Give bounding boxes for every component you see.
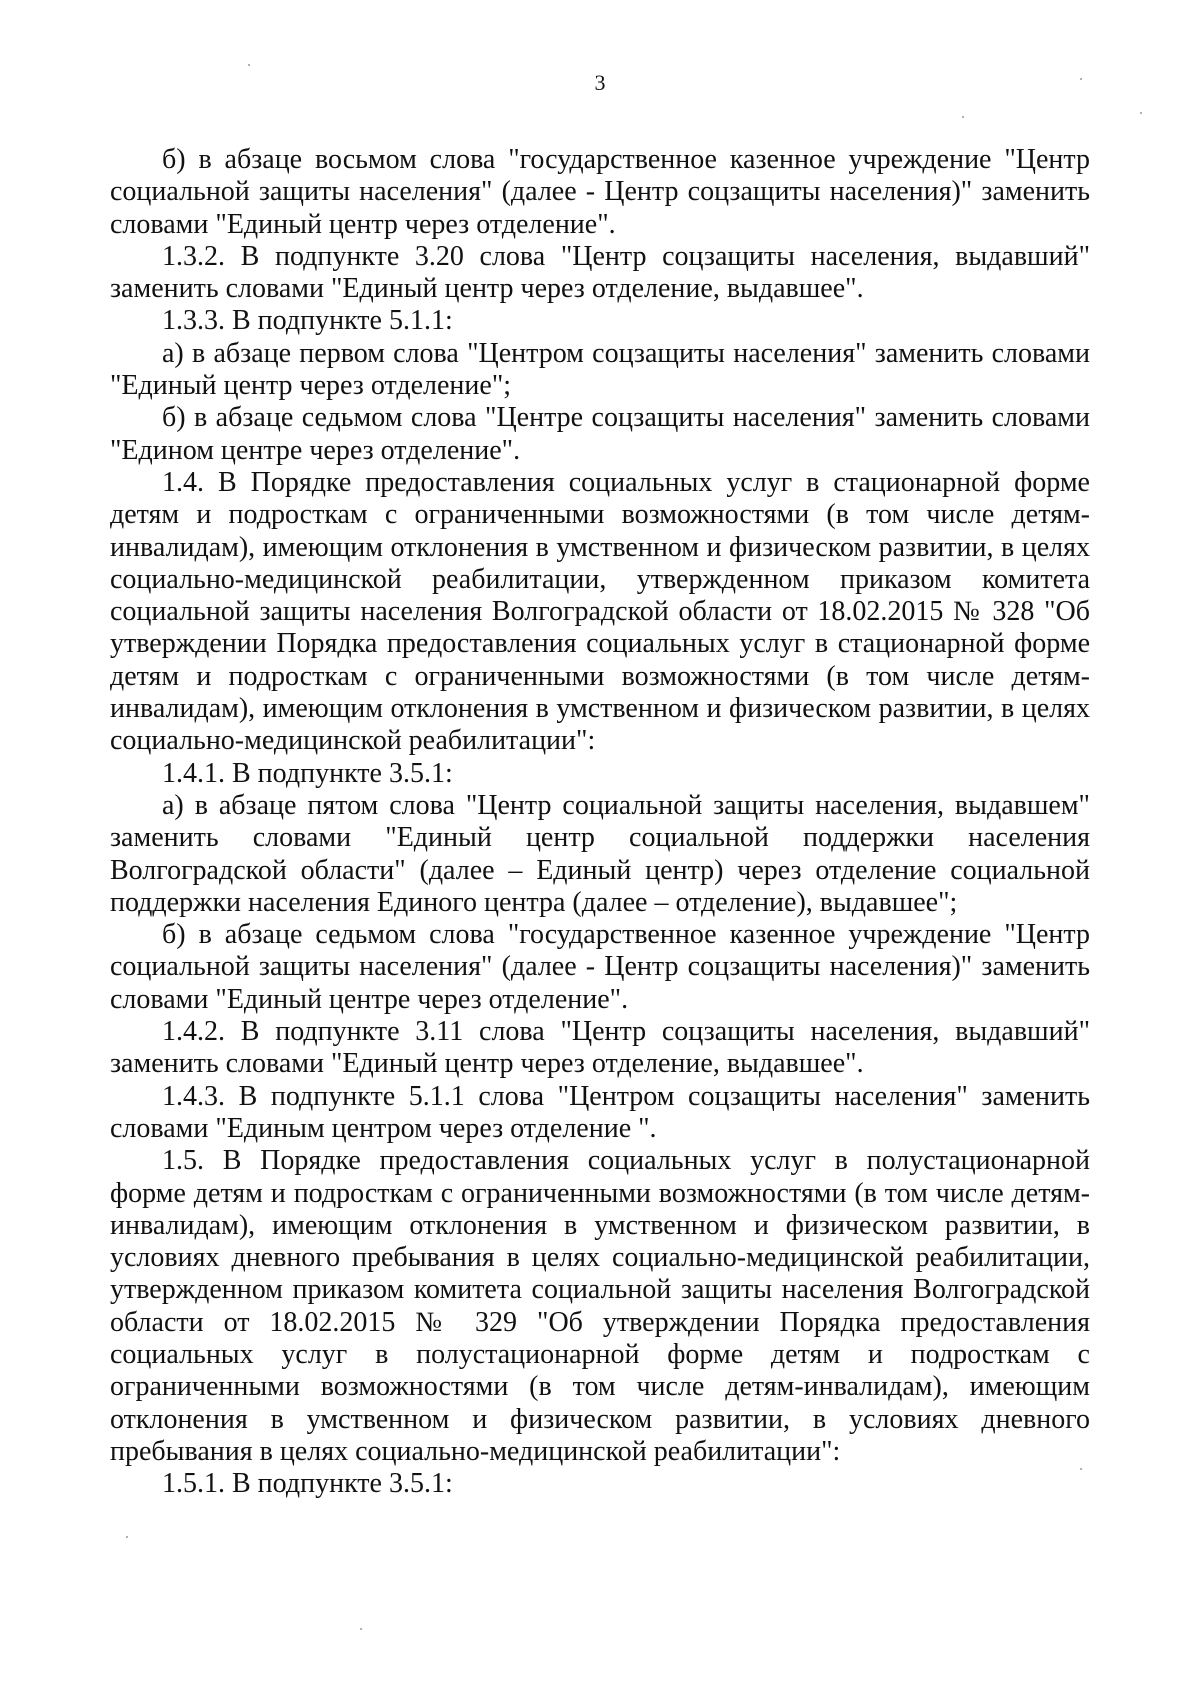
scan-speck	[126, 1536, 128, 1538]
paragraph-1-3-1-b: б) в абзаце восьмом слова "государственное казенное учреждение "Центр социальной защиты населения" (далее - Центр соцзащиты населения)" заменить словами "Единый центр через отделение".	[110, 144, 1090, 240]
scan-speck	[1140, 112, 1142, 114]
scan-speck	[962, 116, 964, 118]
document-body	[110, 144, 1090, 1500]
paragraph-1-4-1-a: а) в абзаце пятом слова "Центр социальной защиты населения, выдавшем" заменить словами "Единый центр социальной поддержки населения Волгоградской области" (далее – Единый центр) через отделение социальной поддержки населения Единого центра (далее – отделение), выдавшее";	[110, 789, 1090, 918]
scan-speck	[1080, 78, 1082, 80]
paragraph-1-3-3: 1.3.3. В подпункте 5.1.1:	[162, 305, 453, 337]
paragraph-1-4-2: 1.4.2. В подпункте 3.11 слова "Центр соцзащиты населения, выдавший" заменить словами "Единый центр через отделение, выдавшее".	[110, 1016, 1090, 1080]
page-number: 3	[594, 70, 606, 95]
paragraph-1-5: 1.5. В Порядке предоставления социальных услуг в полустационарной форме детям и подросткам с ограниченными возможностями (в том числе детям-инвалидам), имеющим отклонения в умственном и физическом развитии, в условиях дневного пребывания в целях социально-медицинской реабилитации, утвержденном приказом комитета социальной защиты населения Волгоградской области от 18.02.2015 № 329 "Об утверждении Порядка предоставления социальных услуг в полустационарной форме детям и подросткам с ограниченными возможностями (в том числе детям-инвалидам), имеющим отклонения в умственном и физическом развитии, в условиях дневного пребывания в целях социально-медицинской реабилитации":	[110, 1145, 1090, 1467]
scan-speck	[360, 1628, 362, 1630]
scan-speck	[248, 64, 250, 66]
paragraph-1-4-3: 1.4.3. В подпункте 5.1.1 слова "Центром соцзащиты населения" заменить словами "Единым центром через отделение ".	[110, 1080, 1090, 1144]
paragraph-1-3-3-a: а) в абзаце первом слова "Центром соцзащиты населения" заменить словами "Единый центр через отделение";	[110, 337, 1090, 402]
paragraph-1-5-1: 1.5.1. В подпункте 3.5.1:	[162, 1468, 453, 1500]
paragraph-1-4: 1.4. В Порядке предоставления социальных услуг в стационарной форме детям и подросткам с ограниченными возможностями (в том числе детям-инвалидам), имеющим отклонения в умственном и физическом развитии, в целях социально-медицинской реабилитации, утвержденном приказом комитета социальной защиты населения Волгоградской области от 18.02.2015 № 328 "Об утверждении Порядка предоставления социальных услуг в стационарной форме детям и подросткам с ограниченными возможностями (в том числе детям-инвалидам), имеющим отклонения в умственном и физическом развитии, в целях социально-медицинской реабилитации":	[110, 466, 1090, 757]
paragraph-1-4-1: 1.4.1. В подпункте 3.5.1:	[162, 757, 453, 789]
scan-speck	[1080, 1468, 1082, 1470]
paragraph-1-3-2: 1.3.2. В подпункте 3.20 слова "Центр соцзащиты населения, выдавший" заменить словами "Единый центр через отделение, выдавшее".	[110, 240, 1090, 305]
paragraph-1-3-3-b: б) в абзаце седьмом слова "Центре соцзащиты населения" заменить словами "Едином центре через отделение".	[110, 402, 1090, 466]
paragraph-1-4-1-b: б) в абзаце седьмом слова "государственное казенное учреждение "Центр социальной защиты населения" (далее - Центр соцзащиты населения)" заменить словами "Единый центре через отделение".	[110, 919, 1090, 1015]
